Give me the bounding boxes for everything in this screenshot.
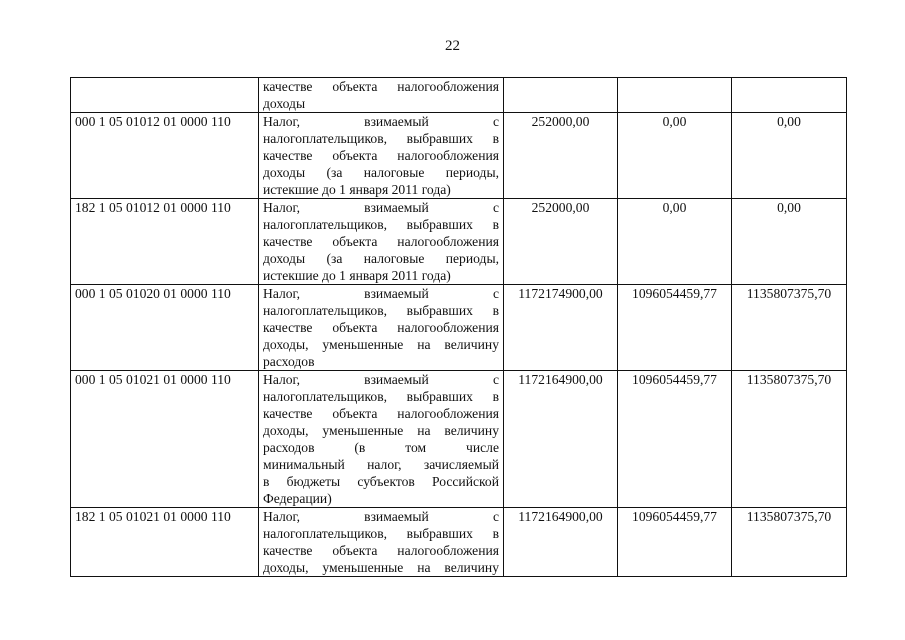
budget-code-cell: 000 1 05 01012 01 0000 110 xyxy=(71,113,259,199)
page-number: 22 xyxy=(445,38,460,54)
description-line: Налог, взимаемый с xyxy=(263,286,499,301)
description-line: Налог, взимаемый с xyxy=(263,372,499,387)
budget-code-cell: 182 1 05 01012 01 0000 110 xyxy=(71,199,259,285)
description-line: Налог, взимаемый с xyxy=(263,200,499,215)
description-cell xyxy=(259,508,504,577)
description-line: в бюджеты субъектов Российской xyxy=(263,474,499,489)
description-line: истекшие до 1 января 2011 года) xyxy=(263,182,451,197)
amount-cell-3: 1135807375,70 xyxy=(732,508,847,577)
amount-cell-2: 1096054459,77 xyxy=(618,508,732,577)
description-line: качестве объекта налогообложения xyxy=(263,148,499,163)
description-line: минимальный налог, зачисляемый xyxy=(263,457,499,472)
description-cell xyxy=(259,199,504,285)
description-cell xyxy=(259,78,504,113)
budget-code-cell: 000 1 05 01021 01 0000 110 xyxy=(71,371,259,508)
amount-cell-3: 0,00 xyxy=(732,199,847,285)
description-line: налогоплательщиков, выбравших в xyxy=(263,131,499,146)
description-line: качестве объекта налогообложения xyxy=(263,406,499,421)
description-line: качестве объекта налогообложения xyxy=(263,543,499,558)
description-line: налогоплательщиков, выбравших в xyxy=(263,389,499,404)
description-line: доходы (за налоговые периоды, xyxy=(263,165,499,180)
amount-cell-2 xyxy=(618,78,732,113)
amount-cell-1: 252000,00 xyxy=(504,113,618,199)
table-row xyxy=(71,78,847,113)
amount-cell-2: 0,00 xyxy=(618,199,732,285)
description-line: доходы, уменьшенные на величину xyxy=(263,560,499,575)
description-line: качестве объекта налогообложения xyxy=(263,79,499,94)
description-line: доходы, уменьшенные на величину xyxy=(263,423,499,438)
description-line: истекшие до 1 января 2011 года) xyxy=(263,268,451,283)
table-row xyxy=(71,508,847,577)
table-row xyxy=(71,371,847,508)
amount-cell-1: 1172164900,00 xyxy=(504,371,618,508)
amount-cell-3: 1135807375,70 xyxy=(732,285,847,371)
amount-cell-1: 252000,00 xyxy=(504,199,618,285)
description-line: Федерации) xyxy=(263,491,332,506)
description-line: налогоплательщиков, выбравших в xyxy=(263,526,499,541)
amount-cell-3: 0,00 xyxy=(732,113,847,199)
amount-cell-1 xyxy=(504,78,618,113)
description-line: налогоплательщиков, выбравших в xyxy=(263,217,499,232)
description-line: качестве объекта налогообложения xyxy=(263,320,499,335)
description-cell xyxy=(259,113,504,199)
budget-code-cell xyxy=(71,78,259,113)
description-line: доходы (за налоговые периоды, xyxy=(263,251,499,266)
revenue-table xyxy=(70,77,847,577)
amount-cell-2: 1096054459,77 xyxy=(618,285,732,371)
description-cell xyxy=(259,285,504,371)
budget-code-cell: 000 1 05 01020 01 0000 110 xyxy=(71,285,259,371)
amount-cell-1: 1172164900,00 xyxy=(504,508,618,577)
description-line: Налог, взимаемый с xyxy=(263,114,499,129)
budget-code-cell: 182 1 05 01021 01 0000 110 xyxy=(71,508,259,577)
table-row xyxy=(71,113,847,199)
table-row xyxy=(71,285,847,371)
description-line: Налог, взимаемый с xyxy=(263,509,499,524)
description-line: качестве объекта налогообложения xyxy=(263,234,499,249)
table-row xyxy=(71,199,847,285)
amount-cell-3 xyxy=(732,78,847,113)
description-line: расходов xyxy=(263,354,315,369)
description-line: расходов (в том числе xyxy=(263,440,499,455)
amount-cell-1: 1172174900,00 xyxy=(504,285,618,371)
description-line: налогоплательщиков, выбравших в xyxy=(263,303,499,318)
amount-cell-3: 1135807375,70 xyxy=(732,371,847,508)
description-cell xyxy=(259,371,504,508)
description-line: доходы, уменьшенные на величину xyxy=(263,337,499,352)
amount-cell-2: 0,00 xyxy=(618,113,732,199)
amount-cell-2: 1096054459,77 xyxy=(618,371,732,508)
description-line: доходы xyxy=(263,96,306,111)
